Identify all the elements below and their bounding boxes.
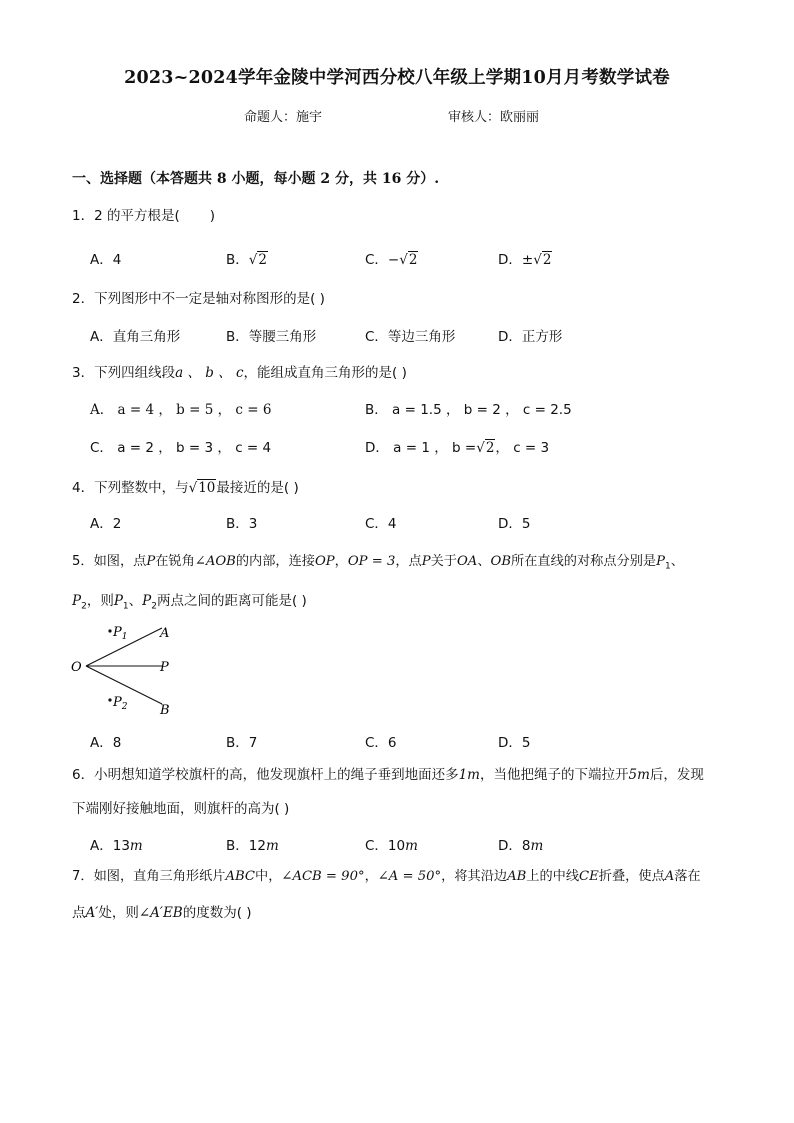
author-label: 命题人：施宇 bbox=[244, 110, 323, 125]
q5-option-c: C．6 bbox=[365, 735, 397, 751]
q4-option-d: D．5 bbox=[498, 516, 531, 532]
q1-option-c: C．−√2 bbox=[365, 252, 418, 268]
question-3-stem: 3．下列四组线段a 、 b 、 c，能组成直角三角形的是( ) bbox=[72, 365, 407, 381]
label-a: A bbox=[160, 626, 170, 641]
label-p2: $P_2$ bbox=[113, 695, 128, 712]
q4-option-a: A．2 bbox=[90, 516, 122, 532]
q3-option-a: A． a = 4 ， b = 5 ， c = 6 bbox=[90, 402, 272, 418]
q4-option-c: C．4 bbox=[365, 516, 397, 532]
exam-title: 2023~2024学年金陵中学河西分校八年级上学期10月月考数学试卷 bbox=[124, 68, 670, 88]
q1-option-d: D．±√2 bbox=[498, 252, 552, 268]
question-4-stem: 4．下列整数中，与√10最接近的是( ) bbox=[72, 480, 299, 496]
q2-option-a: A．直角三角形 bbox=[90, 329, 181, 345]
angle-figure bbox=[66, 618, 196, 723]
question-7-stem-line2: 点A′处，则∠A′EB的度数为( ) bbox=[72, 905, 252, 921]
q1-option-b: B．√2 bbox=[226, 252, 267, 268]
point-p1 bbox=[108, 629, 111, 632]
question-6-stem-line1: 6．小明想知道学校旗杆的高，他发现旗杆上的绳子垂到地面还多1m，当他把绳子的下端拉开5m后，发现 bbox=[72, 767, 704, 783]
reviewer-label: 审核人：欧丽丽 bbox=[448, 110, 540, 125]
q5-option-d: D．5 bbox=[498, 735, 531, 751]
q6-option-c: C．10m bbox=[365, 838, 418, 854]
label-b: B bbox=[160, 703, 170, 718]
question-1-stem: 1．2 的平方根是( ) bbox=[72, 208, 216, 224]
q3-option-c: C． a = 2 ， b = 3 ， c = 4 bbox=[90, 440, 272, 456]
q5-option-b: B．7 bbox=[226, 735, 258, 751]
question-2-stem: 2．下列图形中不一定是轴对称图形的是( ) bbox=[72, 291, 325, 307]
question-7-stem-line1: 7．如图，直角三角形纸片ABC中，∠ACB = 90°，∠A = 50°，将其沿边AB上的中线CE折叠，使点A落在 bbox=[72, 869, 701, 884]
point-p2 bbox=[108, 698, 111, 701]
question-5-stem-line2: $P_2$，则$P_1$、$P_2$两点之间的距离可能是( ) bbox=[72, 593, 307, 612]
q1-option-a: A．4 bbox=[90, 252, 122, 268]
q2-option-b: B．等腰三角形 bbox=[226, 329, 317, 345]
section-heading: 一、选择题（本答题共 8 小题，每小题 2 分，共 16 分）. bbox=[72, 171, 440, 187]
q3-option-d: D． a = 1 ， b =√2， c = 3 bbox=[365, 440, 550, 456]
label-o: O bbox=[71, 660, 82, 675]
question-6-stem-line2: 下端刚好接触地面，则旗杆的高为( ) bbox=[72, 801, 290, 817]
ray-ob bbox=[86, 666, 162, 704]
q6-option-b: B．12m bbox=[226, 838, 279, 854]
q2-option-d: D．正方形 bbox=[498, 329, 563, 345]
q3-option-b: B． a = 1.5 ， b = 2 ， c = 2.5 bbox=[365, 402, 572, 418]
q5-option-a: A．8 bbox=[90, 735, 122, 751]
q4-option-b: B．3 bbox=[226, 516, 258, 532]
label-p1: $P_1$ bbox=[113, 625, 128, 642]
q2-option-c: C．等边三角形 bbox=[365, 329, 456, 345]
q6-option-a: A．13m bbox=[90, 838, 143, 854]
q6-option-d: D．8m bbox=[498, 838, 544, 854]
label-p: P bbox=[160, 660, 169, 675]
question-5-stem-line1: 5．如图，点P在锐角∠AOB的内部，连接OP，OP = 3，点P关于OA、OB所在直线的对称点分别是$P_1$、 bbox=[72, 554, 684, 572]
